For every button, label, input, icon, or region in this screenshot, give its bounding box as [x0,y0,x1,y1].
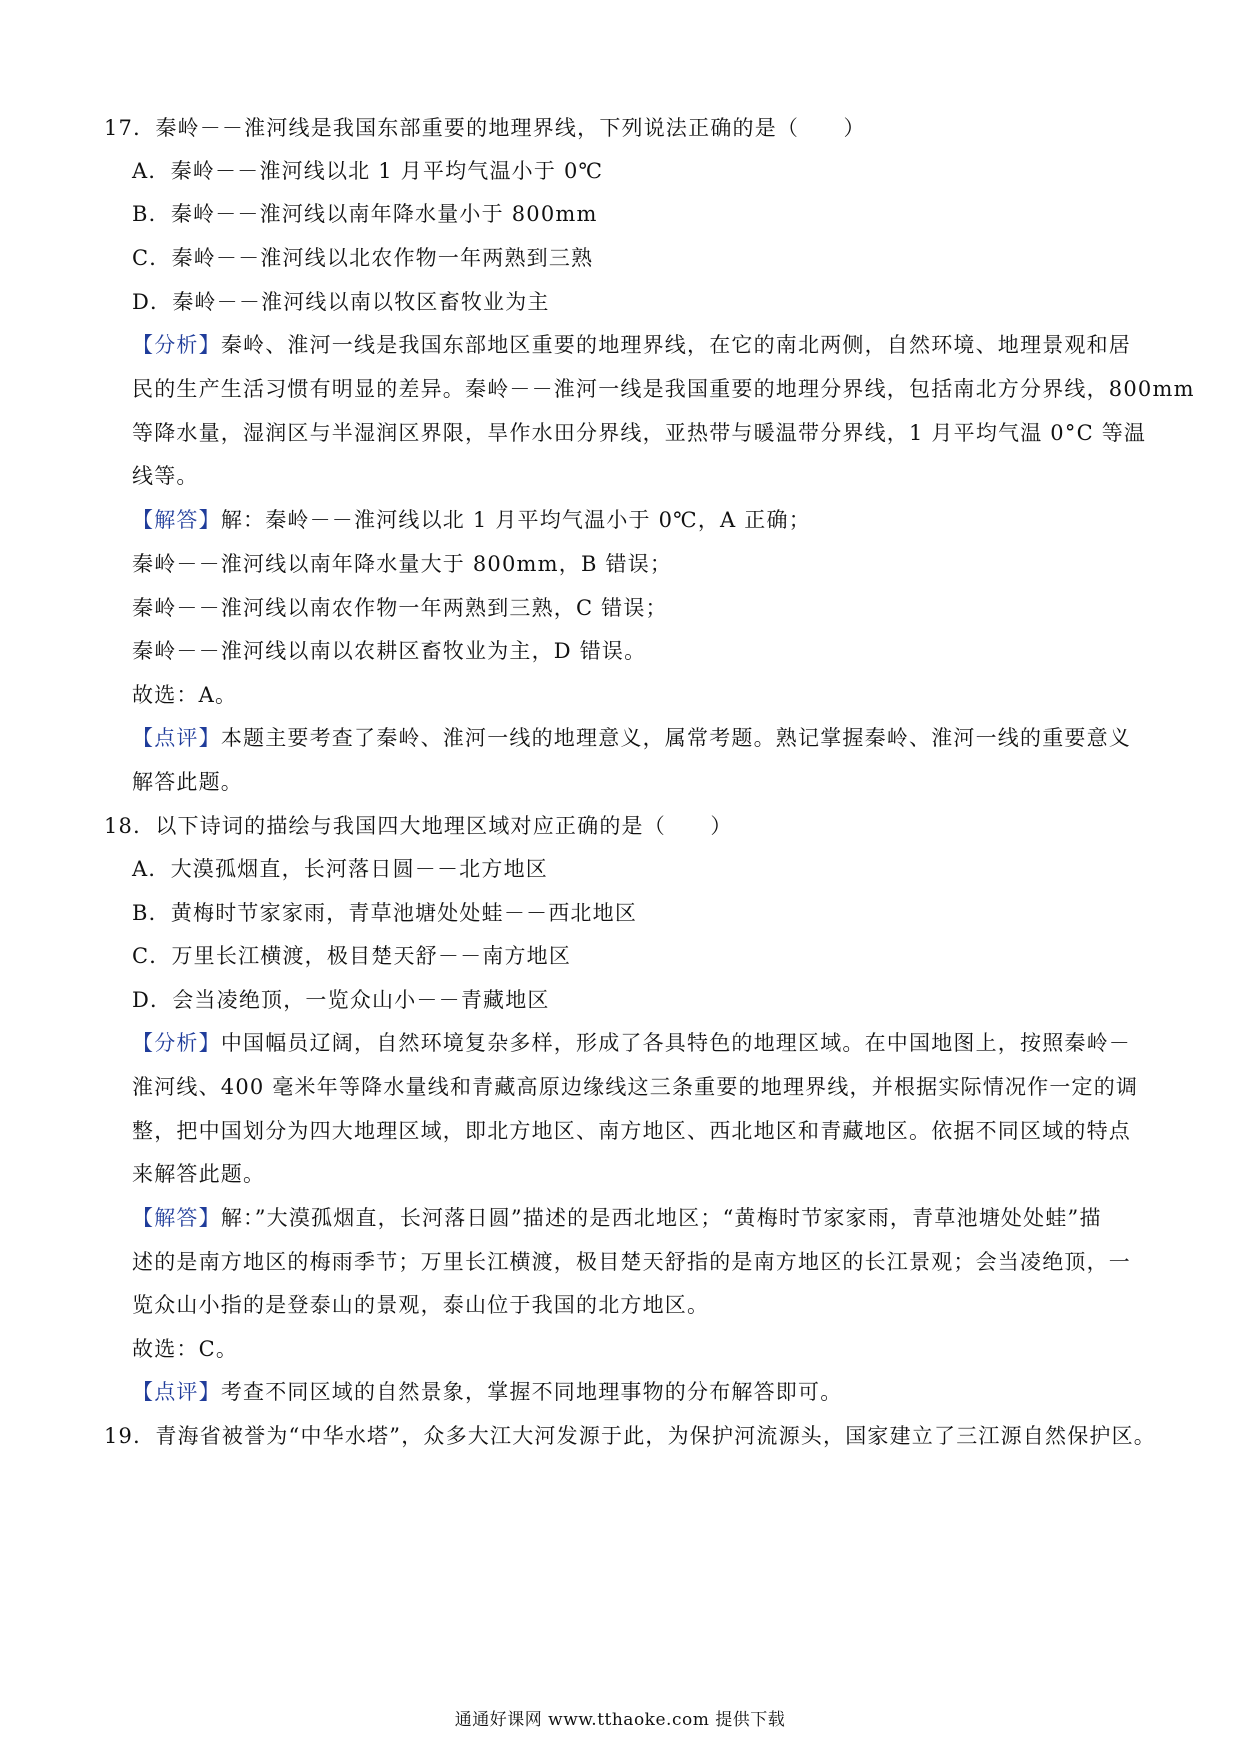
q17-analysis-line-4: 线等。 [132,464,199,488]
q17-analysis-text: 秦岭、淮河一线是我国东部地区重要的地理界线，在它的南北两侧，自然环境、地理景观和居 [220,333,1132,357]
q17-option-c: C．秦岭－－淮河线以北农作物一年两熟到三熟 [132,246,594,270]
q17-answer-line-4: 秦岭－－淮河线以南以农耕区畜牧业为主，D 错误。 [132,639,647,663]
q18-answer-tag: 【解答】 [132,1206,221,1230]
q18-answer-line-2: 述的是南方地区的梅雨季节；万里长江横渡，极目楚天舒指的是南方地区的长江景观；会当凌绝顶，一 [132,1250,1131,1274]
q17-answer-line-1 [132,506,811,534]
question-19-stem: 19．青海省被誉为“中华水塔”，众多大江大河发源于此，为保护河流源头，国家建立了三江源自然保护区。 [104,1424,1156,1448]
q17-analysis-line-3: 等降水量，湿润区与半湿润区界限，旱作水田分界线，亚热带与暖温带分界线，1 月平均气温 0°C 等温 [132,421,1147,445]
question-17-stem: 17．秦岭－－淮河线是我国东部重要的地理界线，下列说法正确的是（ ） [104,116,866,140]
page-footer: 通通好课网 www.tthaoke.com 提供下载 [454,1710,786,1730]
q18-comment-text: 考查不同区域的自然景象，掌握不同地理事物的分布解答即可。 [220,1380,843,1404]
q18-analysis-text: 中国幅员辽阔，自然环境复杂多样，形成了各具特色的地理区域。在中国地图上，按照秦岭－ [220,1031,1132,1055]
q18-option-a: A．大漠孤烟直，长河落日圆－－北方地区 [132,857,548,881]
q17-analysis-line-2: 民的生产生活习惯有明显的差异。秦岭－－淮河一线是我国重要的地理分界线，包括南北方分界线，800mm [132,377,1195,401]
q17-option-d: D．秦岭－－淮河线以南以牧区畜牧业为主 [132,290,550,314]
question-18-stem: 18．以下诗词的描绘与我国四大地理区域对应正确的是（ ） [104,814,733,838]
q17-analysis-line-1 [132,331,1131,359]
q17-answer-text: 解：秦岭－－淮河线以北 1 月平均气温小于 0℃，A 正确； [220,508,811,532]
q17-answer-choice: 故选：A。 [132,683,238,707]
q18-analysis-line-4: 来解答此题。 [132,1162,266,1186]
q18-answer-choice: 故选：C。 [132,1337,239,1361]
q18-option-d: D．会当凌绝顶，一览众山小－－青藏地区 [132,988,550,1012]
q17-comment-line-2: 解答此题。 [132,770,243,794]
q17-comment-line-1 [132,724,1131,752]
q17-option-a: A．秦岭－－淮河线以北 1 月平均气温小于 0℃ [132,159,604,183]
q17-analysis-tag: 【分析】 [132,333,221,357]
q18-analysis-line-3: 整，把中国划分为四大地理区域，即北方地区、南方地区、西北地区和青藏地区。依据不同区域的特点 [132,1119,1131,1143]
q17-answer-tag: 【解答】 [132,508,221,532]
q17-option-b: B．秦岭－－淮河线以南年降水量小于 800mm [132,202,598,226]
q17-comment-text: 本题主要考查了秦岭、淮河一线的地理意义，属常考题。熟记掌握秦岭、淮河一线的重要意义 [220,726,1132,750]
q18-option-b: B．黄梅时节家家雨，青草池塘处处蛙－－西北地区 [132,901,638,925]
q18-analysis-tag: 【分析】 [132,1031,221,1055]
q18-analysis-line-2: 淮河线、400 毫米年等降水量线和青藏高原边缘线这三条重要的地理界线，并根据实际情况作一定的调 [132,1075,1139,1099]
q17-comment-tag: 【点评】 [132,726,221,750]
q18-option-c: C．万里长江横渡，极目楚天舒－－南方地区 [132,944,572,968]
q18-answer-text: 解：”大漠孤烟直，长河落日圆”描述的是西北地区；“黄梅时节家家雨，青草池塘处处蛙”描 [220,1206,1102,1230]
q17-answer-line-3: 秦岭－－淮河线以南农作物一年两熟到三熟，C 错误； [132,596,668,620]
q17-answer-line-2: 秦岭－－淮河线以南年降水量大于 800mm，B 错误； [132,552,673,576]
q18-analysis-line-1 [132,1029,1131,1057]
q18-answer-line-3: 览众山小指的是登泰山的景观，泰山位于我国的北方地区。 [132,1293,710,1317]
q18-comment-tag: 【点评】 [132,1380,221,1404]
q18-answer-line-1 [132,1204,1102,1232]
q18-comment-line-1 [132,1378,842,1406]
